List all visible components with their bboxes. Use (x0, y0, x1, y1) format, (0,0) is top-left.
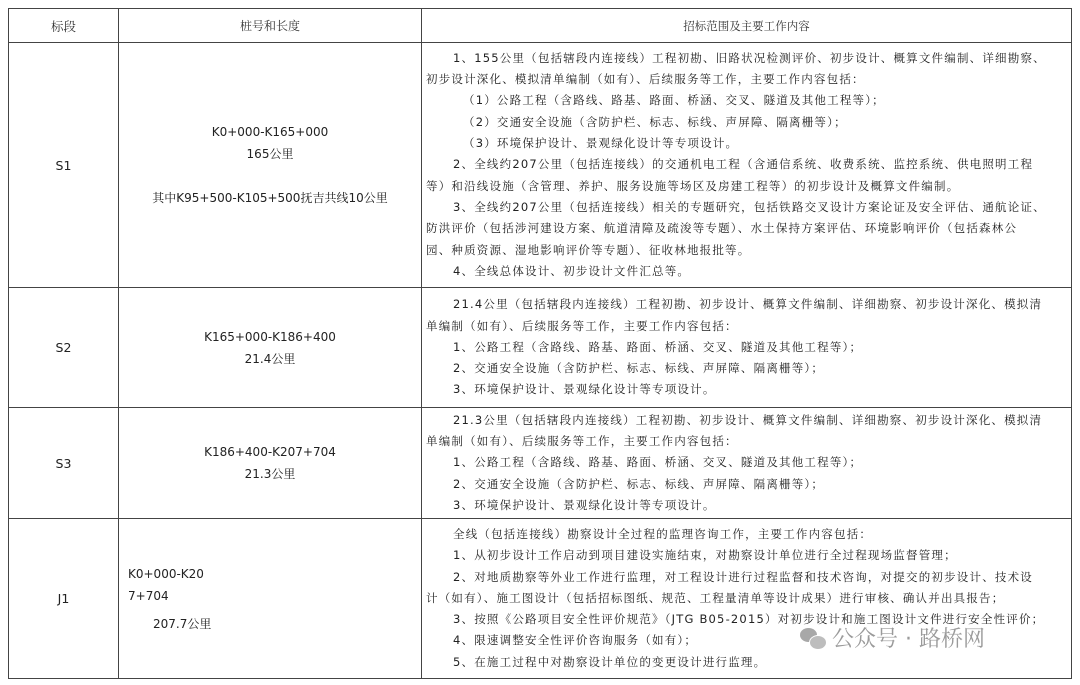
scope-line: 2、全线约207公里（包括连接线）的交通机电工程（含通信系统、收费系统、监控系统、供电照明工程 (453, 157, 1034, 172)
table-row (9, 43, 1072, 288)
header-section: 标段 (9, 9, 119, 43)
scope-line: 计（如有）、施工图设计（包括招标图纸、规范、工程量清单等设计成果）进行审核、确认并出具报告； (426, 590, 1005, 605)
chainage-line: 7+704 (128, 588, 169, 603)
scope-cell (422, 43, 1072, 288)
chainage-line: 其中K95+500-K105+500抚吉共线10公里 (152, 191, 388, 205)
section-cell: S2 (9, 288, 119, 408)
scope-line: 2、对地质勘察等外业工作进行监理，对工程设计进行过程监督和技术咨询，对提交的初步设计、技术设 (453, 569, 1034, 584)
chainage-line: K0+000-K20 (128, 566, 204, 581)
scope-line: 5、在施工过程中对勘察设计单位的变更设计进行监理。 (453, 654, 767, 669)
scope-line: 4、全线总体设计、初步设计文件汇总等。 (453, 263, 691, 278)
chainage-cell (119, 43, 422, 288)
scope-line: （2）交通安全设施（含防护栏、标志、标线、声屏障、隔离栅等）； (463, 114, 847, 129)
scope-line: （3）环境保护设计、景观绿化设计等专项设计。 (463, 136, 739, 151)
scope-cell (422, 408, 1072, 519)
scope-line: 单编制（如有）、后续服务等工作，主要工作内容包括： (426, 434, 738, 449)
chainage-cell (119, 288, 422, 408)
table-row (9, 408, 1072, 519)
chainage-cell (119, 408, 422, 519)
scope-line: 1、公路工程（含路线、路基、路面、桥涵、交叉、隧道及其他工程等）； (453, 339, 863, 354)
scope-line: 2、交通安全设施（含防护栏、标志、标线、声屏障、隔离栅等）； (453, 476, 825, 491)
watermark (800, 622, 985, 653)
scope-line: 初步设计深化、模拟清单编制（如有）、后续服务等工作，主要工作内容包括： (426, 72, 865, 87)
table-row (9, 519, 1072, 679)
scope-cell (422, 288, 1072, 408)
chainage-line: K186+400-K207+704 (204, 445, 336, 459)
section-cell: J1 (9, 519, 119, 679)
scope-line: 全线（包括连接线）勘察设计全过程的监理咨询工作，主要工作内容包括： (453, 526, 873, 541)
bid-sections-table (8, 8, 1072, 679)
chainage-line: 207.7公里 (153, 616, 212, 631)
wechat-icon (800, 627, 826, 649)
chainage-line: 165公里 (246, 147, 294, 161)
scope-line: 园、种质资源、湿地影响评价等专题）、征收林地报批等。 (426, 242, 751, 257)
scope-line: 3、按照《公路项目安全性评价规范》（JTG B05-2015）对初步设计和施工图设计文件进行安全性评价； (453, 612, 1045, 627)
watermark-text: 公众号 · 路桥网 (832, 627, 985, 652)
scope-line: 4、限速调整安全性评价咨询服务（如有）； (453, 633, 698, 648)
chainage-line (119, 165, 421, 187)
section-cell: S1 (9, 43, 119, 288)
scope-line: 1、155公里（包括辖段内连接线）工程初勘、旧路状况检测评价、初步设计、概算文件编制、详细勘察、 (453, 50, 1046, 65)
scope-line: 3、全线约207公里（包括连接线）相关的专题研究，包括铁路交叉设计方案论证及安全评估、通航论证、 (453, 199, 1046, 214)
chainage-line: K165+000-K186+400 (204, 329, 336, 344)
scope-line: 1、从初步设计工作启动到项目建设实施结束，对勘察设计单位进行全过程现场监督管理； (453, 548, 957, 563)
table-row (9, 288, 1072, 408)
scope-line: 21.3公里（包括辖段内连接线）工程初勘、初步设计、概算文件编制、详细勘察、初步设计深化、模拟清 (453, 412, 1043, 427)
chainage-cell (119, 519, 422, 679)
scope-line: 防洪评价（包括涉河建设方案、航道清障及疏浚等专题）、水土保持方案评估、环境影响评价（包括森林公 (426, 221, 1018, 236)
scope-line: 单编制（如有）、后续服务等工作，主要工作内容包括： (426, 318, 738, 333)
scope-line: 3、环境保护设计、景观绿化设计等专项设计。 (453, 497, 716, 512)
header-chainage: 桩号和长度 (119, 9, 422, 43)
table-header-row (9, 9, 1072, 43)
scope-cell (422, 519, 1072, 679)
scope-line: 等）和沿线设施（含管理、养护、服务设施等场区及房建工程等）的初步设计及概算文件编制。 (426, 178, 960, 193)
section-cell: S3 (9, 408, 119, 519)
scope-line: 1、公路工程（含路线、路基、路面、桥涵、交叉、隧道及其他工程等）； (453, 455, 863, 470)
scope-line: 3、环境保护设计、景观绿化设计等专项设计。 (453, 382, 716, 397)
chainage-line: K0+000-K165+000 (211, 125, 329, 139)
scope-line: （1）公路工程（含路线、路基、路面、桥涵、交叉、隧道及其他工程等）； (463, 93, 885, 108)
scope-line: 2、交通安全设施（含防护栏、标志、标线、声屏障、隔离栅等）； (453, 361, 825, 376)
header-scope: 招标范围及主要工作内容 (422, 9, 1072, 43)
chainage-line: 21.3公里 (244, 467, 296, 481)
chainage-line: 21.4公里 (244, 351, 296, 366)
scope-line: 21.4公里（包括辖段内连接线）工程初勘、初步设计、概算文件编制、详细勘察、初步设计深化、模拟清 (453, 297, 1043, 312)
